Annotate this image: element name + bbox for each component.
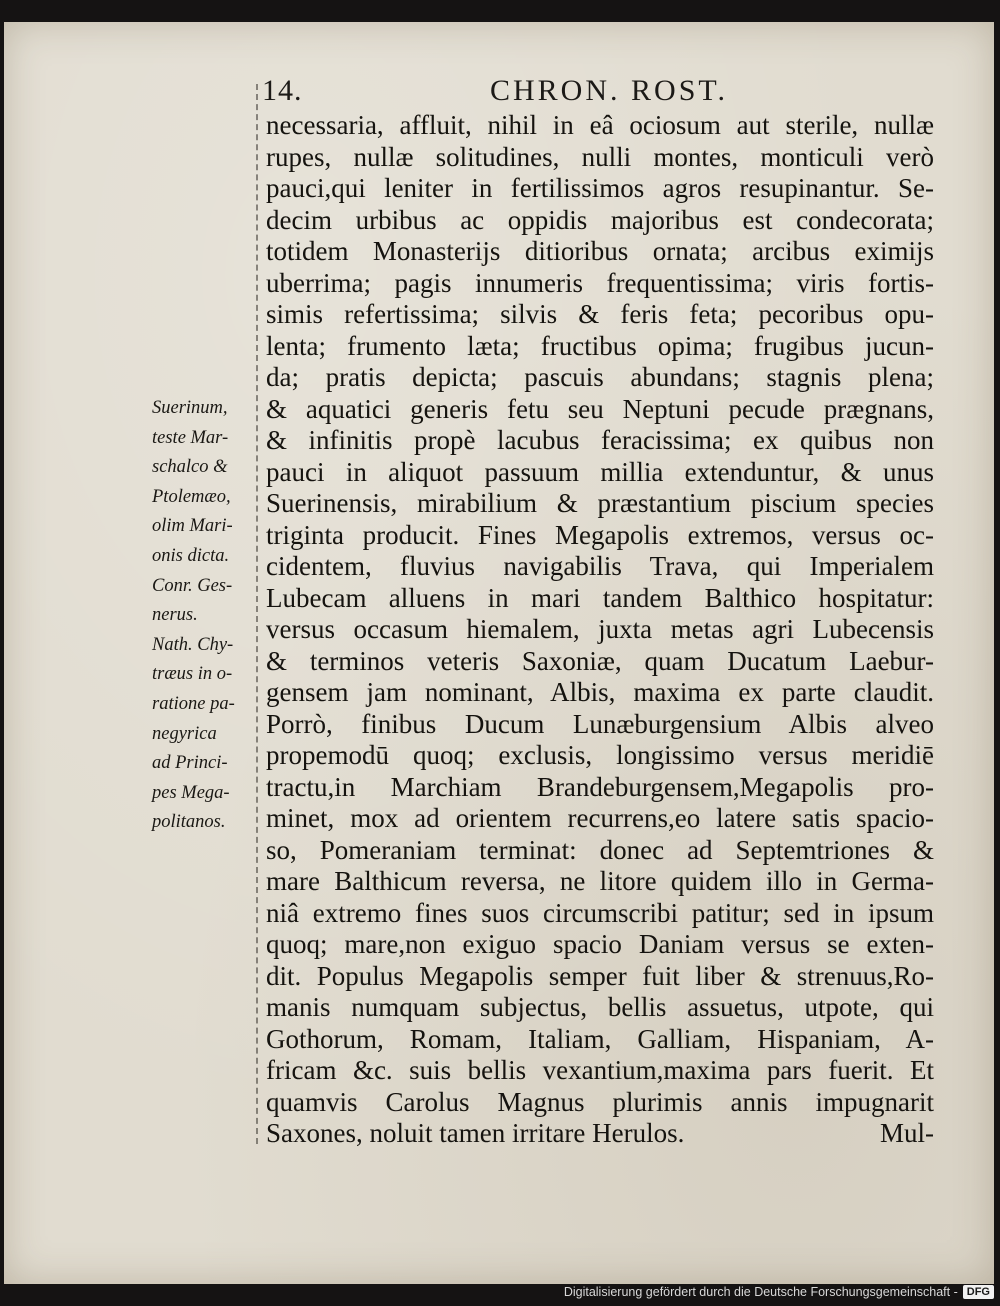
text-line-content: gensem jam nominant, Albis, maxima ex parte claudit. [266, 677, 934, 707]
text-line [266, 803, 934, 835]
marginal-note-line: Nath. Chy- [152, 634, 234, 655]
text-line [266, 362, 934, 394]
marginal-note-line: olim Mari- [152, 516, 233, 537]
text-line-content: pauci,qui leniter in fertilissimos agros resupinantur. Se- [266, 173, 934, 203]
text-line [266, 866, 934, 898]
text-line [266, 961, 934, 993]
text-line [266, 331, 934, 363]
text-line-content: Porrò, finibus Ducum Lunæburgensium Albis alveo [266, 708, 934, 739]
catchword: Mul- [880, 1118, 934, 1148]
text-line-content: totidem Monasterijs ditioribus ornata; arcibus eximijs [266, 236, 934, 266]
text-line-content: uberrima; pagis innumeris frequentissima; viris fortis- [266, 267, 934, 298]
text-line-content: pauci in aliquot passuum millia extenduntur, & unus [266, 456, 934, 487]
marginal-note-line: teste Mar- [152, 427, 229, 448]
marginal-note-line: pes Mega- [152, 782, 230, 803]
text-line-content: Lubecam alluens in mari tandem Balthico hospitatur: [266, 582, 934, 613]
marginal-note-line: onis dicta. [152, 545, 230, 566]
text-line [266, 268, 934, 300]
text-line [266, 1118, 934, 1150]
text-line [266, 551, 934, 583]
text-line-content: rupes, nullæ solitudines, nulli montes, monticuli verò [266, 141, 934, 172]
text-line [266, 929, 934, 961]
text-line [266, 646, 934, 678]
text-line [266, 992, 934, 1024]
text-line-content: dit. Populus Megapolis semper fuit liber & strenuus,Ro- [266, 960, 934, 991]
marginal-note-line: ad Princi- [152, 753, 228, 774]
running-title: CHRON. ROST. [490, 74, 728, 107]
footer-credit: Digitalisierung gefördert durch die Deutsche Forschungsgemeinschaft - [563, 1285, 958, 1299]
text-line-content: & terminos veteris Saxoniæ, quam Ducatum Laebur- [266, 645, 934, 676]
text-line [266, 709, 934, 741]
text-line [266, 1087, 934, 1119]
text-line-content: quoq; mare,non exiguo spacio Daniam versus se exten- [266, 929, 934, 959]
text-line [266, 1024, 934, 1056]
marginal-note-line: politanos. [152, 812, 226, 833]
text-line-content: simis refertissima; silvis & feris feta; pecoribus opu- [266, 299, 934, 329]
text-line-content: minet, mox ad orientem recurrens,eo latere satis spacio- [266, 803, 934, 833]
marginal-note-line: Suerinum, [152, 398, 228, 418]
text-line [266, 1055, 934, 1087]
text-line [266, 677, 934, 709]
text-line [266, 614, 934, 646]
text-line-content: & aquatici generis fetu seu Neptuni pecude prægnans, [266, 393, 934, 424]
text-line-content: propemodū quoq; exclusis, longissimo versus meridiē [266, 740, 934, 770]
text-line-content: decim urbibus ac oppidis majoribus est condecorata; [266, 204, 934, 235]
main-text-block [266, 110, 934, 1150]
text-line-content: Gothorum, Romam, Italiam, Galliam, Hispaniam, A- [266, 1023, 934, 1054]
text-line-content: tractu,in Marchiam Brandeburgensem,Megapolis pro- [266, 771, 934, 802]
text-line [266, 173, 934, 205]
marginal-notes [152, 394, 262, 838]
text-line-content: & infinitis propè lacubus feracissima; ex quibus non [266, 425, 934, 455]
text-line-content: cidentem, fluvius navigabilis Trava, qui Imperialem [266, 551, 934, 581]
text-line [266, 835, 934, 867]
marginal-note-line: Ptolemæo, [152, 486, 231, 507]
page-number: 14. [262, 74, 303, 107]
text-line [266, 457, 934, 489]
text-line [266, 394, 934, 426]
text-line-content: niâ extremo fines suos circumscribi patitur; sed in ipsum [266, 897, 934, 928]
text-line-content: da; pratis depicta; pascuis abundans; stagnis plena; [266, 362, 934, 392]
text-line [266, 110, 934, 142]
text-line-content: Saxones, noluit tamen irritare Herulos. [266, 1118, 685, 1148]
text-line-content: versus occasum hiemalem, juxta metas agri Lubecensis [266, 614, 934, 644]
text-line [266, 425, 934, 457]
text-line-content: necessaria, affluit, nihil in eâ ociosum aut sterile, nullæ [266, 110, 934, 140]
marginal-note-line: nerus. [152, 605, 198, 626]
text-line-content: quamvis Carolus Magnus plurimis annis impugnarit [266, 1086, 934, 1117]
text-line [266, 583, 934, 615]
text-line [266, 898, 934, 930]
text-line [266, 740, 934, 772]
text-line-content: fricam &c. suis bellis vexantium,maxima pars fuerit. Et [266, 1055, 934, 1085]
text-line-content: mare Balthicum reversa, ne litore quidem illo in Germa- [266, 866, 934, 896]
text-line-content: triginta producit. Fines Megapolis extremos, versus oc- [266, 519, 934, 550]
marginal-note-line: schalco & [152, 457, 228, 478]
marginal-note-line: ratione pa- [152, 693, 235, 714]
text-line [266, 520, 934, 552]
text-line-content: Suerinensis, mirabilium & præstantium piscium species [266, 488, 934, 518]
text-line-content: so, Pomeraniam terminat: donec ad Septemtriones & [266, 834, 934, 865]
text-line-content: manis numquam subjectus, bellis assuetus, utpote, qui [266, 992, 934, 1022]
text-line [266, 236, 934, 268]
text-line [266, 142, 934, 174]
marginal-note-line: træus in o- [152, 664, 233, 685]
text-line [266, 772, 934, 804]
marginal-note-line: negyrica [152, 723, 217, 744]
text-line-content: lenta; frumento læta; fructibus opima; frugibus jucun- [266, 330, 934, 361]
digitization-footer [564, 1282, 994, 1302]
text-line [266, 205, 934, 237]
text-line [266, 299, 934, 331]
marginal-note-line: Conr. Ges- [152, 575, 233, 596]
dfg-logo-icon: DFG [963, 1285, 994, 1299]
text-line [266, 488, 934, 520]
page-header [262, 74, 930, 114]
